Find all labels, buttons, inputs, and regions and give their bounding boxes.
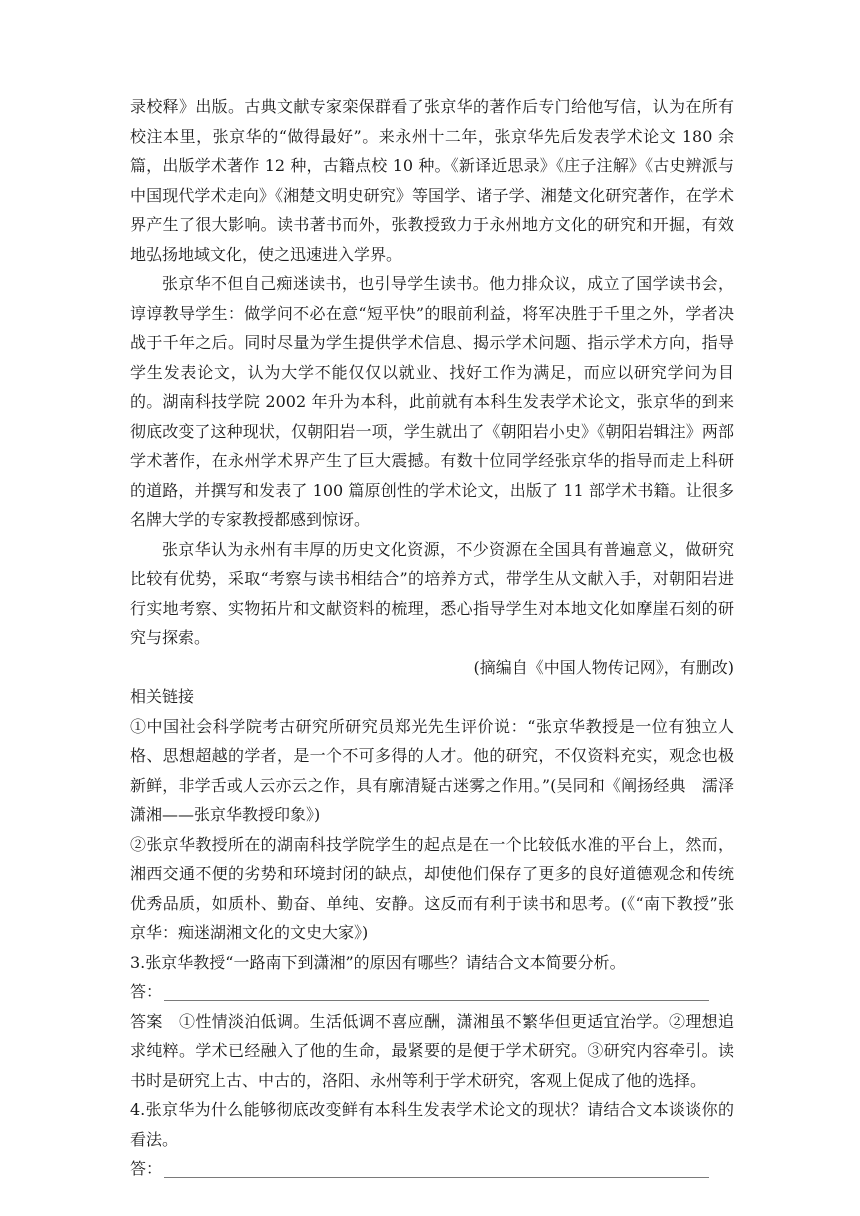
related-link-2: ②张京华教授所在的湖南科技学院学生的起点是在一个比较低水准的平台上，然而，湘西交通不便的劣势和环境封闭的缺点，却使他们保存了更多的良好道德观念和传统优秀品质，如质朴、勤奋、单纯、安静。这反而有利于读书和思考。(《“南下教授”张京华：痴迷湖湘文化的文史大家》) <box>130 834 734 942</box>
body-paragraph-3: 张京华认为永州有丰厚的历史文化资源，不少资源在全国具有普遍意义，做研究比较有优势，采取“考察与读书相结合”的培养方式，带学生从文献入手，对朝阳岩进行实地考察、实物拓片和文献资料的梳理，悉心指导学生对本地文化如摩崖石刻的研究与探索。 <box>130 539 734 647</box>
question-3: 3.张京华教授“一路南下到潇湘”的原因有哪些？请结合文本简要分析。 <box>130 952 626 972</box>
answer-label: 答： <box>130 982 163 1001</box>
source-citation: (摘编自《中国人物传记网》，有删改) <box>473 657 734 677</box>
question-4: 4.张京华为什么能够彻底改变鲜有本科生发表学术论文的现状？请结合文本谈谈你的看法。 <box>130 1100 734 1149</box>
related-link-1: ①中国社会科学院考古研究所研究员郑光先生评价说：“张京华教授是一位有独立人格、思想超越的学者，是一个不可多得的人才。他的研究，不仅资料充实，观念也极新鲜，非学舌或人云亦云之作，具有廓清疑古迷雾之作用。”(吴同和《阐扬经典 濡泽潇湘——张京华教授印象》) <box>130 716 734 824</box>
question-3-answer-line <box>130 977 734 1007</box>
answer-blank[interactable] <box>164 982 709 1001</box>
answer-blank[interactable] <box>164 1159 709 1178</box>
body-paragraph-2: 张京华不但自己痴迷读书，也引导学生读书。他力排众议，成立了国学读书会，谆谆教导学生：做学问不必在意“短平快”的眼前利益，将军决胜于千里之外，学者决战于千年之后。同时尽量为学生提供学术信息、揭示学术问题、指示学术方向，指导学生发表论文，认为大学不能仅仅以就业、找好工作为满足，而应以研究学问为目的。湖南科技学院 2002 年升为本科，此前就有本科生发表学术论文，张京华的到来彻底改变了这种现状，仅朝阳岩一项，学生就出了《朝阳岩小史》《朝阳岩辑注》两部学术著作，在永州学术界产生了巨大震撼。有数十位同学经张京华的指导而走上科研的道路，并撰写和发表了 100 篇原创性的学术论文，出版了 11 部学术书籍。让很多名牌大学的专家教授都感到惊讶。 <box>130 274 734 529</box>
question-3-answer-key: 答案 ①性情淡泊低调。生活低调不喜应酬，潇湘虽不繁华但更适宜治学。②理想追求纯粹。学术已经融入了他的生命，最紧要的是便于学术研究。③研究内容牵引。读书时是研究上古、中古的，洛阳、永州等利于学术研究，客观上促成了他的选择。 <box>130 1011 734 1090</box>
body-paragraph-1: 录校释》出版。古典文献专家栾保群看了张京华的著作后专门给他写信，认为在所有校注本里，张京华的“做得最好”。来永州十二年，张京华先后发表学术论文 180 余篇，出版学术著作 12 种，古籍点校 10 种。《新译近思录》《庄子注解》《古史辨派与中国现代学术走向》《湘楚文明史研究》等国学、诸子学、湘楚文化研究著作，在学术界产生了很大影响。读书著书而外，张教授致力于永州地方文化的研究和开掘，有效地弘扬地域文化，使之迅速进入学界。 <box>130 97 734 264</box>
related-links-heading: 相关链接 <box>130 687 195 706</box>
question-4-answer-line <box>130 1154 734 1184</box>
answer-label: 答： <box>130 1159 163 1178</box>
